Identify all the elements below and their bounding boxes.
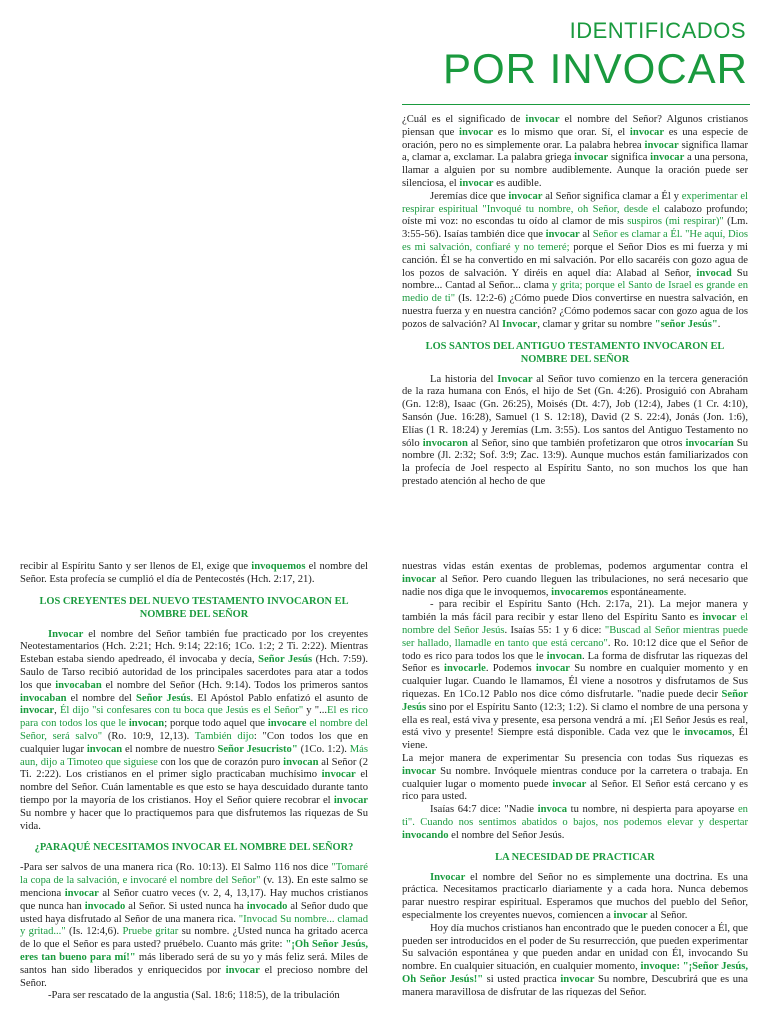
highlighted-text: invocan — [86, 743, 123, 755]
text-run: Jeremías dice que — [430, 190, 509, 202]
highlighted-text: invocado — [84, 900, 126, 912]
highlighted-text: invocar — [613, 909, 648, 921]
highlighted-text: invocar — [552, 778, 587, 790]
highlighted-text: invocan — [546, 650, 582, 662]
text-run: el nombre del Señor no es simplemente una doctrina. Es una práctica. Necesitamos practicarlo diariamente y a cada hora. Nunca debemos parar nuestro respirar espiritual. Esperamos que muchos del pueblo del Señor, especialmente los creyentes nuevos, comiencen a — [402, 871, 748, 921]
highlighted-text: invocar — [64, 887, 99, 899]
highlighted-text: invocar — [535, 663, 570, 675]
highlighted-text: invocaron — [422, 437, 468, 449]
highlighted-text: invocando — [402, 829, 449, 841]
text-run: al Señor tuvo comienzo en la tercera generación de la raza humana con Enós, el hijo de Set (Gn. 4:26). Prosiguió con Abraham (Gn. 12:8), Isaac (Gn. 26:25), Moisés (Dt. 4:7), Job (12:4), Jabes (1 Cr. 4:10), Sansón (Jue. 16:28), Samuel (1 S. 12:18), David (2 S. 22:4), Jonás (Jon. 1:6), Elías (1 R. 18:24) y Jeremías (Lm. 3:55). Los santos del Antiguo Testamento no sólo — [402, 373, 748, 449]
text-run: (1Co. 1:2). — [297, 743, 350, 755]
highlighted-text: "Tomaré la copa de la salvación, e invocaré el nombre del Señor" — [20, 862, 368, 887]
highlighted-text: invocar — [402, 765, 437, 777]
text-run: el nombre del Señor Jesús. — [448, 829, 565, 841]
text-run: . El Apóstol Pablo enfatizó el asunto de — [190, 692, 369, 704]
paragraph — [20, 862, 368, 990]
text-run: a una persona, llamar a alguien por su nombre audiblemente. Aunque la oración puede ser silenciosa, el — [402, 152, 748, 189]
text-run: -Para ser salvos de una manera rica (Ro. 10:13). El Salmo 116 nos dice — [20, 862, 332, 874]
highlighted-text: El es rico para con todos los que le — [20, 705, 369, 730]
section-heading: LOS CREYENTES DEL NUEVO TESTAMENTO INVOCARON EL NOMBRE DEL SEÑOR — [39, 595, 349, 620]
text-run: espontáneamente. — [608, 586, 687, 598]
highlighted-text: invocare — [267, 718, 307, 730]
text-run: porque el Señor Dios es mi fuerza y mi canción. Él se ha convertido en mi salvación. Por ello sacaréis con gozo agua de los pozos de salvación. Y diréis en aquel día: Alabad al Señor, — [402, 241, 748, 279]
paragraph — [402, 561, 748, 599]
highlighted-text: invocaban — [55, 679, 102, 691]
text-run: el nombre del Señor también fue practicado por los creyentes Neotestamentarios (Hch. 2:21; Hch. 9:14; 22:16; 1Co. 1:2; 2 Ti. 2:22). Mientras Esteban estaba siendo apedreado, él invocaba y decía, — [20, 628, 368, 666]
text-run: . Ro. 10:12 dice que el Señor de todo es rico para todos los que le — [402, 637, 748, 662]
highlighted-text: También dijo — [194, 730, 254, 742]
highlighted-text: "Buscad al Señor mientras puede ser hallado, llamadle en tanto que está cercano" — [402, 624, 748, 649]
text-run: al Señor. — [647, 909, 688, 921]
text-run: el nombre de nuestro — [122, 743, 218, 755]
paragraph — [402, 114, 748, 191]
text-run: Su nombre... Cantad al Señor... clama — [402, 267, 748, 292]
text-run: si usted practica — [483, 973, 561, 985]
highlighted-text: el nombre del Señor, será salvo" — [20, 718, 368, 742]
paragraph — [20, 990, 368, 1003]
text-run: es lo mismo que orar. Sí, el — [493, 126, 630, 138]
text-run: (Is. 12:2-6) ¿Cómo puede Dios convertirse en nuestra salvación, en nuestra fuerza y en nuestra canción? ¿Cómo podemos sacar con gozo agua de los pozos de salvación? Al — [402, 293, 748, 330]
highlighted-text: el nombre del Señor Jesús — [402, 612, 749, 636]
text-run: . — [717, 318, 721, 330]
text-run: Isaías 64:7 dice: "Nadie — [430, 804, 538, 816]
highlighted-text: invoquemos — [251, 561, 306, 572]
text-run: el nombre del — [66, 692, 136, 704]
highlighted-text: invocar — [333, 794, 368, 806]
text-run: . La forma de disfrutar las riquezas del Señor es — [402, 650, 748, 675]
text-run: ¿Cuál es el significado de — [402, 114, 526, 125]
text-run: al Señor. El Señor está cercano y es rico para usted. — [402, 778, 748, 803]
text-run: Su nombre en cualquier momento y en cualquier lugar. Cuando le llamamos, Él viene a nosotros y disfrutamos de Sus riquezas. En 1Co.12 Pablo nos dice cómo disfrutarle. "nadie puede decir — [402, 663, 748, 700]
highlighted-text: invoque: "¡Señor Jesús, Oh Señor Jesús!" — [402, 961, 748, 985]
paragraph — [402, 374, 748, 489]
section-heading: LOS SANTOS DEL ANTIGUO TESTAMENTO INVOCARON EL NOMBRE DEL SEÑOR — [425, 340, 725, 365]
text-run: el nombre del Señor (Hch. 9:14). Todos los primeros santos — [101, 679, 368, 691]
highlighted-text: suspiros (mi respirar)" — [627, 216, 724, 228]
highlighted-text: Señor Jesús — [402, 688, 748, 713]
highlighted-text: "señor Jesús" — [654, 318, 718, 330]
document-title-top: IDENTIFICADOS — [569, 18, 746, 43]
document-title-main: POR INVOCAR — [442, 45, 748, 92]
highlighted-text: invocarían — [685, 437, 734, 449]
text-run: Su nombre, Descubrirá que es una manera maravillosa de disfrutar de las riquezas del Señor. — [402, 973, 748, 998]
highlighted-text: invoca — [537, 804, 568, 816]
text-run: con los que de corazón puro — [157, 756, 284, 768]
text-run: Su nombre (Jl. 2:32; Sof. 3:9; Zac. 13:9). Aunque muchos están familiarizados con la profecía de Joel respecto al Espíritu Santo, no son muchos los que han prestado atención al hecho de que — [402, 437, 748, 487]
highlighted-text: Señor Jesús — [258, 654, 313, 666]
highlighted-text: invocar — [525, 114, 560, 125]
text-run: al Señor, sino que también profetizaron que otros — [467, 437, 686, 449]
highlighted-text: en ti". Cuando nos sentimos abatidos o bajos, nos podemos elevar y despertar — [402, 804, 748, 828]
text-run: (Hch. 7:59). Saulo de Tarso recibió autoridad de los principales sacerdotes para atar a todos los que — [20, 654, 368, 691]
highlighted-text: Él dijo "si confesares con tu boca que Jesús es el Señor" — [59, 705, 304, 717]
highlighted-text: Señor es clamar a Él. "He aquí, Dios es mi salvación, confiaré y no temeré; — [402, 229, 748, 253]
text-run: al Señor significa clamar a Él y — [542, 190, 682, 202]
highlighted-text: Invocar — [48, 628, 84, 640]
paragraph — [402, 804, 748, 842]
highlighted-text: Señor Jesús — [135, 692, 191, 704]
paragraph — [402, 923, 748, 1000]
text-run: el nombre del Señor? Algunos cristianos piensan que — [402, 114, 748, 138]
text-run: el nombre del Señor. Cuán lamentable es que esto se haya descuidado durante tanto tiempo por la mayoría de los cristianos. Hoy el Señor quiere recobrar el — [20, 769, 368, 806]
highlighted-text: invocaremos — [551, 586, 609, 598]
highlighted-text: "¡Oh Señor Jesús, eres tan bueno para mí!" — [20, 939, 369, 963]
text-run: - para recibir el Espíritu Santo (Hch. 2:17a, 21). La mejor manera y también la más fácil para recibir y estar lleno del Espíritu Santo es — [402, 599, 748, 624]
highlighted-text: invocan — [128, 718, 165, 730]
highlighted-text: invocar — [225, 964, 260, 976]
highlighted-text: invocar — [629, 126, 665, 138]
text-run: La mejor manera de experimentar Su presencia con todas Sus riquezas es — [402, 752, 748, 764]
text-run: y "... — [303, 705, 328, 717]
text-run: es audible. — [493, 177, 542, 189]
text-run: recibir al Espíritu Santo y ser llenos de El, exige que — [20, 561, 252, 572]
text-run: Hoy día muchos cristianos han encontrado que le pueden conocer a Él, que pueden ser introducidos en el poder de Su resurrección, que pueden experimentar Su salvación espontánea y que pueden andar en unidad con Él, invocando Su nombre. En cualquier situación, en cualquier momento, — [402, 922, 748, 973]
text-run: al Señor cuatro veces (v. 2, 4, 13,17). Hay muchos cristianos que nunca han — [20, 887, 368, 912]
highlighted-text: experimentar el respirar espiritual "Invoqué tu nombre, oh Señor, desde el — [402, 190, 748, 215]
text-run: su nombre. ¿Usted nunca ha gritado acerca de lo que el Señor es para usted? pruébelo. Cuanto más grite: — [20, 926, 368, 951]
paragraph — [402, 872, 748, 923]
highlighted-text: invocar — [20, 705, 55, 717]
paragraph — [402, 191, 748, 332]
text-run: al Señor dudo que usted haya disfrutado al Señor de una manera rica. — [20, 900, 368, 925]
highlighted-text: invocado — [246, 900, 288, 912]
text-run: , Él viene. — [402, 727, 748, 752]
title-rule — [402, 104, 750, 105]
text-run: más liberado será de su yo y más feliz será. Miles de santos han sido liberados y enriquecidos por — [20, 951, 369, 976]
highlighted-text: invocad — [696, 267, 732, 279]
text-run: (Is. 12:4,6). — [65, 926, 123, 938]
top-right-column — [402, 114, 748, 489]
text-run: al Señor. Si usted nunca ha — [125, 900, 247, 912]
highlighted-text: invocar — [560, 973, 595, 985]
highlighted-text: Más aun, dijo a Timoteo que siguiese — [20, 743, 369, 768]
highlighted-text: Pruebe gritar — [122, 926, 179, 938]
text-run: (Ro. 10:9, 12,13). — [102, 730, 195, 742]
text-run: La historia del — [430, 373, 498, 385]
highlighted-text: invocar — [459, 126, 494, 138]
highlighted-text: invocan — [283, 756, 319, 768]
highlighted-text: y grita; porque el Santo de Israel es grande en medio de ti" — [402, 280, 748, 305]
text-run: el nombre del Señor. Esta profecía se cumplió el día de Pentecostés (Hch. 2:17, 21). — [20, 561, 368, 585]
highlighted-text: invocar — [545, 229, 580, 241]
text-run: . Podemos — [485, 663, 536, 675]
text-run: es una especie de oración, pero no es simplemente orar. La palabra hebrea — [402, 126, 748, 151]
text-run: el precioso nombre del Señor. — [20, 964, 368, 989]
text-run: al Señor. Pero cuando lleguen las tribulaciones, no será necesario que nadie nos diga que le invoquemos, — [402, 573, 748, 598]
highlighted-text: Invocar — [430, 871, 466, 883]
text-run: Su nombre y hacer que lo practiquemos para que disfrutemos las riquezas de Su vida. — [20, 807, 368, 832]
text-run: ; porque todo aquel que — [164, 718, 268, 730]
text-run: -Para ser rescatado de la angustia (Sal. 18:6; 118:5), de la tribulación — [48, 990, 340, 1002]
highlighted-text: invocarle — [444, 663, 486, 675]
highlighted-text: Señor Jesucristo" — [217, 743, 298, 755]
text-run: calabozo profundo; oíste mi voz: no escondas tu oído al clamor de mis — [402, 203, 748, 228]
text-run: tu nombre, ni despierta para apoyarse — [567, 804, 738, 816]
text-run: (Lm. 3:55-56). Isaías también dice que — [402, 216, 748, 241]
highlighted-text: invocar — [702, 612, 737, 624]
bottom-left-column — [20, 561, 368, 1003]
highlighted-text: invocar — [321, 769, 356, 781]
text-run: al — [579, 229, 593, 241]
highlighted-text: invocar — [508, 190, 543, 202]
text-run: al Señor (2 Ti. 2:22). Los cristianos en el primer siglo practicaban muchísimo — [20, 756, 368, 781]
highlighted-text: invocaban — [20, 692, 67, 704]
highlighted-text: invocar — [459, 177, 494, 189]
highlighted-text: invocar — [650, 152, 685, 164]
highlighted-text: Invocar — [502, 318, 538, 330]
text-run: . Isaías 55: 1 y 6 dice: — [504, 624, 605, 636]
text-run: , clamar y gritar su nombre — [537, 318, 655, 330]
text-run: sino por el Espíritu Santo (12:3; 1:2). Si clamo el nombre de una persona y ella es real, está viva y presente, esa persona vendrá a mí. ¡El Señor Jesús es real, está vivo y presente! Siempre está disponible. Cada vez que le — [402, 701, 748, 739]
section-heading: LA NECESIDAD DE PRACTICAR — [495, 851, 655, 863]
text-run: nuestras vidas están exentas de problemas, podemos argumentar contra el — [402, 561, 748, 572]
text-run: significa llamar a, clamar a, exclamar. La palabra griega — [402, 139, 748, 164]
text-run: : "Con todos los que en cualquier lugar — [20, 730, 368, 755]
text-run: , — [54, 705, 60, 717]
paragraph — [20, 629, 368, 834]
text-run: significa — [608, 152, 651, 164]
section-heading: ¿PARAQUÉ NECESITAMOS INVOCAR EL NOMBRE DEL SEÑOR? — [34, 842, 354, 854]
highlighted-text: invocar — [402, 573, 437, 585]
paragraph — [402, 599, 748, 753]
text-run: (v. 13). En este salmo se menciona — [20, 875, 368, 899]
paragraph — [20, 561, 368, 587]
highlighted-text: Invocar — [497, 373, 533, 385]
text-run: Su nombre. Invóquele mientras conduce por la carretera o trabaja. En cualquier lugar o momento puede — [402, 765, 748, 790]
highlighted-text: invocar — [644, 139, 679, 151]
highlighted-text: invocamos — [684, 727, 732, 739]
highlighted-text: "Invocad Su nombre... clamad y gritad..." — [20, 913, 368, 938]
paragraph — [402, 753, 748, 804]
highlighted-text: invocar — [574, 152, 609, 164]
bottom-right-column — [402, 561, 748, 1000]
